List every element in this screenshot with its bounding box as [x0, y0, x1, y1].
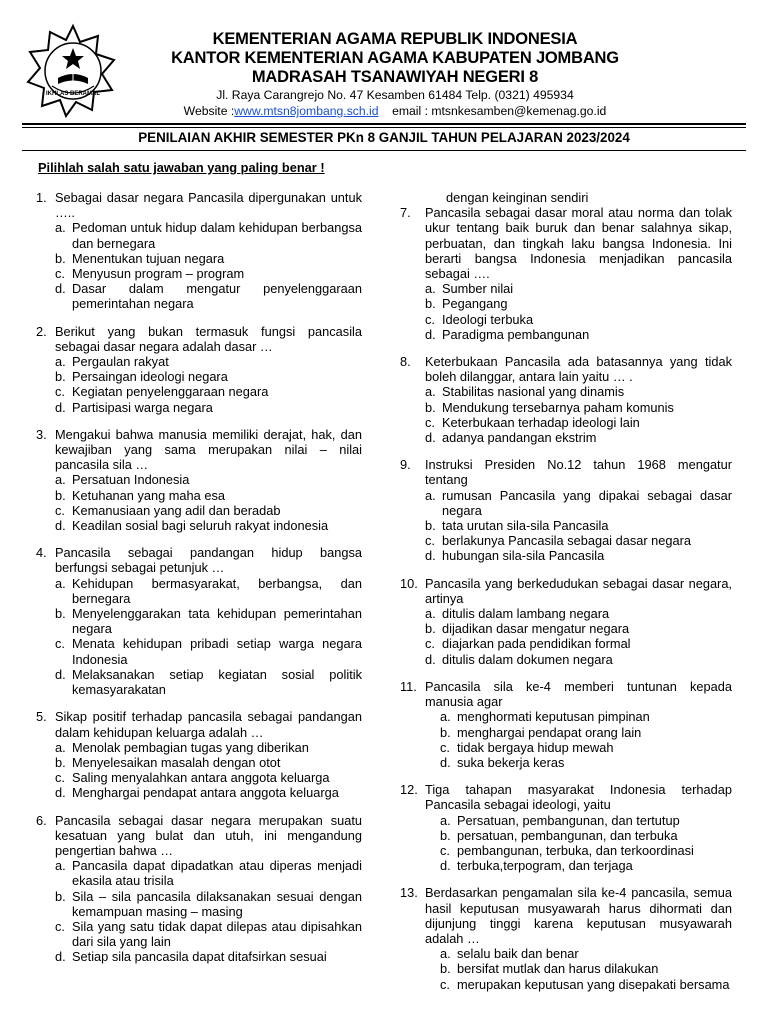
answer-option [55, 369, 362, 384]
question-item [36, 545, 362, 697]
answer-option [55, 949, 362, 964]
question-number: 8. [400, 354, 411, 370]
answer-option [425, 652, 732, 667]
answer-option [55, 220, 362, 250]
answer-option [425, 415, 732, 430]
answer-option [55, 636, 362, 666]
option-letter: b. [425, 621, 436, 637]
option-text: Setiap sila pancasila dapat ditafsirkan sesuai [72, 949, 327, 965]
question-text: Mengakui bahwa manusia memiliki derajat, hak, dan kewajiban yang sama merupakan nilai – nilai pancasila sila … [55, 426, 362, 473]
option-text: Kemanusiaan yang adil dan beradab [72, 502, 281, 518]
question-stem [36, 324, 362, 354]
question-number: 5. [36, 709, 47, 725]
option-letter: b. [440, 724, 451, 740]
question-stem [400, 885, 732, 946]
option-text: Keadilan sosial bagi seluruh rakyat indonesia [72, 518, 329, 534]
option-letter: a. [55, 739, 66, 755]
option-letter: d. [425, 326, 436, 342]
option-text: Menolak pembagian tugas yang diberikan [72, 739, 309, 755]
option-text: Ketuhanan yang maha esa [72, 487, 225, 503]
question-text: Tiga tahapan masyarakat Indonesia terhadap Pancasila sebagai ideologi, yaitu [425, 782, 732, 813]
question-item [36, 813, 362, 965]
option-text: Pancasila dapat dipadatkan atau diperas menjadi ekasila atau trisila [72, 858, 362, 889]
question-number: 9. [400, 457, 411, 473]
answer-option [55, 472, 362, 487]
answer-option [425, 430, 732, 445]
question-text: Pancasila sebagai pandangan hidup bangsa berfungsi sebagai petunjuk … [55, 545, 362, 576]
question-number: 3. [36, 426, 47, 442]
school-address: Jl. Raya Carangrejo No. 47 Kesamben 61484 Telp. (0321) 495934 [216, 88, 574, 102]
option-text: Menentukan tujuan negara [72, 250, 225, 266]
option-letter: a. [425, 281, 436, 297]
answer-option [440, 755, 732, 770]
answer-option [425, 488, 732, 518]
option-letter: d. [55, 399, 66, 415]
option-text: tidak bergaya hidup mewah [457, 739, 614, 755]
title-rule [22, 150, 746, 151]
option-letter: c. [55, 636, 65, 652]
question-stem [36, 427, 362, 473]
answer-option [55, 281, 362, 311]
question-stem [400, 679, 732, 709]
question-item [36, 190, 362, 312]
answer-option [425, 518, 732, 533]
option-letter: b. [55, 250, 66, 266]
option-text: ditulis dalam dokumen negara [442, 651, 613, 667]
header-rule-thin [22, 127, 746, 128]
answer-option [440, 961, 732, 976]
answer-option [55, 251, 362, 266]
question-item [400, 885, 732, 991]
answer-option [55, 606, 362, 636]
option-letter: c. [55, 918, 65, 934]
answer-option [55, 266, 362, 281]
option-letter: c. [55, 770, 65, 786]
option-letter: c. [425, 636, 435, 652]
question-item [400, 782, 732, 873]
answer-option [425, 533, 732, 548]
answer-option [440, 725, 732, 740]
option-text: Sila – sila pancasila dilaksanakan sesuai dengan kemampuan masing – masing [72, 888, 362, 919]
answer-option [425, 606, 732, 621]
question-text: Instruksi Presiden No.12 tahun 1968 mengatur tentang [425, 457, 732, 488]
option-letter: b. [425, 399, 436, 415]
option-letter: d. [425, 430, 436, 446]
answer-option [55, 518, 362, 533]
question-item [400, 576, 732, 667]
option-letter: a. [425, 384, 436, 400]
option-letter: a. [55, 575, 66, 591]
option-text: persatuan, pembangunan, dan terbuka [457, 827, 678, 843]
answer-option [55, 488, 362, 503]
option-letter: c. [425, 533, 435, 549]
exam-title: PENILAIAN AKHIR SEMESTER PKn 8 GANJIL TAHUN PELAJARAN 2023/2024 [138, 130, 630, 145]
question-number: 2. [36, 323, 47, 339]
option-letter: c. [55, 266, 65, 282]
answer-option [440, 946, 732, 961]
right-column [400, 190, 732, 1004]
option-letter: b. [55, 888, 66, 904]
answer-option [55, 889, 362, 919]
question-text: Sikap positif terhadap pancasila sebagai pandangan dalam kehidupan keluarga adalah … [55, 709, 362, 740]
question-stem [36, 190, 362, 220]
option-letter: b. [55, 369, 66, 385]
question-stem [400, 205, 732, 281]
option-text: Melaksanakan setiap kegiatan sosial politik kemasyarakatan [72, 666, 362, 698]
option-letter: a. [55, 220, 66, 236]
school-name: MADRASAH TSANAWIYAH NEGERI 8 [251, 68, 539, 86]
option-letter: c. [440, 842, 450, 858]
option-letter: b. [425, 518, 436, 534]
answer-option [425, 327, 732, 342]
answer-option [440, 977, 732, 992]
option-letter: b. [440, 961, 451, 977]
option-letter: b. [55, 487, 66, 503]
question-number: 10. [400, 575, 418, 591]
answer-option [425, 548, 732, 563]
option-letter: a. [55, 472, 66, 488]
office-name: KANTOR KEMENTERIAN AGAMA KABUPATEN JOMBANG [171, 49, 619, 67]
option-text: Partisipasi warga negara [72, 399, 213, 415]
option-letter: b. [55, 754, 66, 770]
option-text: tata urutan sila-sila Pancasila [442, 518, 609, 534]
answer-option [440, 843, 732, 858]
question-number: 11. [400, 678, 417, 694]
option-text: rumusan Pancasila yang dipakai sebagai dasar negara [442, 487, 732, 518]
option-letter: a. [440, 709, 451, 725]
question-stem [36, 709, 362, 739]
answer-option [440, 813, 732, 828]
website-link[interactable]: www.mtsn8jombang.sch.id [234, 104, 379, 118]
option-text: Keterbukaan terhadap ideologi lain [442, 414, 640, 430]
answer-option [55, 740, 362, 755]
answer-option [440, 858, 732, 873]
answer-option [55, 770, 362, 785]
option-letter: a. [425, 606, 436, 622]
option-letter: a. [440, 812, 451, 828]
option-letter: b. [55, 606, 66, 622]
question-item [400, 205, 732, 342]
answer-option [425, 636, 732, 651]
option-letter: c. [55, 384, 65, 400]
option-text: ditulis dalam lambang negara [442, 606, 610, 622]
question-text: Pancasila sebagai dasar moral atau norma dan tolak ukur tentang baik buruk dan benar salahnya sikap, perbuatan, dan tingkah laku bangsa Indonesia. Ini berarti bangsa Indonesia menjadikan pancasila sebagai …. [425, 205, 732, 282]
option-letter: a. [55, 858, 66, 874]
option-text: Ideologi terbuka [442, 311, 534, 327]
option-text: Saling menyalahkan antara anggota keluarga [72, 770, 330, 786]
answer-option [425, 312, 732, 327]
ministry-name: KEMENTERIAN AGAMA REPUBLIK INDONESIA [212, 30, 578, 48]
answer-option [55, 919, 362, 949]
left-column [36, 190, 362, 977]
question-number: 13. [400, 885, 418, 901]
option-text: Menyusun program – program [72, 266, 245, 282]
option-text: Menyelesaikan masalah dengan otot [72, 754, 281, 770]
option-text: Persaingan ideologi negara [72, 369, 228, 385]
answer-option [425, 296, 732, 311]
option-letter: a. [425, 487, 436, 503]
answer-option [55, 354, 362, 369]
question-6-continuation: dengan keinginan sendiri [446, 190, 589, 205]
question-text: Berdasarkan pengamalan sila ke-4 pancasila, semua hasil keputusan musyawarah harus dihormati dan dijunjung tinggi karena keputusan musyawarah adalah … [425, 885, 732, 946]
kemenag-logo-icon [22, 20, 124, 122]
question-stem [36, 813, 362, 859]
letterhead [130, 30, 660, 119]
option-text: pembangunan, terbuka, dan terkoordinasi [457, 842, 694, 858]
option-text: menghargai pendapat orang lain [457, 724, 642, 740]
option-text: Mendukung tersebarnya paham komunis [442, 399, 674, 415]
answer-option [55, 400, 362, 415]
answer-option [425, 384, 732, 399]
question-text: Sebagai dasar negara Pancasila dipergunakan untuk ….. [55, 190, 362, 221]
answer-option [440, 828, 732, 843]
header-rule-thick [22, 123, 746, 125]
option-letter: b. [440, 827, 451, 843]
option-letter: d. [425, 548, 436, 564]
question-item [36, 324, 362, 415]
answer-option [55, 785, 362, 800]
answer-option [440, 709, 732, 724]
answer-option [55, 384, 362, 399]
option-text: Menyelenggarakan tata kehidupan pemerintahan negara [72, 606, 362, 637]
option-letter: a. [440, 946, 451, 962]
option-text: Dasar dalam mengatur penyelenggaraan pemerintahan negara [72, 281, 362, 312]
question-text: Pancasila sebagai dasar negara merupakan suatu kesatuan yang bulat dan utuh, ini mengandung pengertian bahwa … [55, 812, 362, 858]
answer-option [55, 755, 362, 770]
option-text: dijadikan dasar mengatur negara [442, 621, 630, 637]
option-text: diajarkan pada pendidikan formal [442, 636, 631, 652]
option-letter: c. [425, 414, 435, 430]
contact-line [130, 104, 660, 119]
logo-motto: IKHLAS BERAMAL [46, 91, 100, 97]
question-number: 4. [36, 545, 47, 561]
option-letter: d. [440, 754, 451, 770]
option-text: Paradigma pembangunan [442, 326, 590, 342]
answer-option [425, 400, 732, 415]
question-item [36, 709, 362, 800]
answer-option [425, 621, 732, 636]
question-number: 1. [36, 190, 47, 205]
email-text: email : mtsnkesamben@kemenag.go.id [392, 104, 607, 118]
answer-option [425, 281, 732, 296]
question-item [400, 354, 732, 445]
option-text: terbuka,terpogram, dan terjaga [457, 858, 633, 874]
option-text: selalu baik dan benar [457, 946, 579, 962]
question-number: 12. [400, 782, 418, 798]
option-text: adanya pandangan ekstrim [442, 430, 597, 446]
option-letter: c. [425, 311, 435, 327]
option-text: suka bekerja keras [457, 754, 565, 770]
question-text: Pancasila sila ke-4 memberi tuntunan kepada manusia agar [425, 678, 732, 710]
option-letter: d. [55, 785, 66, 801]
website-label: Website : [183, 104, 235, 118]
question-stem [400, 782, 732, 812]
answer-option [55, 858, 362, 888]
option-letter: d. [55, 666, 66, 682]
option-text: Sila yang satu tidak dapat dilepas atau dipisahkan dari sila yang lain [72, 918, 362, 950]
instruction: Pilihlah salah satu jawaban yang paling benar ! [38, 160, 325, 175]
answer-option [55, 503, 362, 518]
question-item [400, 679, 732, 770]
question-stem [400, 457, 732, 487]
question-number: 6. [36, 812, 47, 828]
option-text: Sumber nilai [442, 281, 514, 297]
option-text: Pergaulan rakyat [72, 354, 169, 370]
option-text: merupakan keputusan yang disepakati bersama [457, 976, 730, 992]
option-text: Kehidupan bermasyarakat, berbangsa, dan bernegara [72, 575, 362, 606]
option-text: hubungan sila-sila Pancasila [442, 548, 605, 564]
question-stem [36, 545, 362, 575]
option-text: bersifat mutlak dan harus dilakukan [457, 961, 659, 977]
answer-option [440, 740, 732, 755]
option-text: Persatuan, pembangunan, dan tertutup [457, 812, 680, 828]
answer-option [55, 576, 362, 606]
question-item [400, 457, 732, 563]
question-text: Keterbukaan Pancasila ada batasannya yang tidak boleh dilanggar, antara lain yaitu … . [425, 354, 732, 385]
question-text: Pancasila yang berkedudukan sebagai dasar negara, artinya [425, 575, 732, 606]
question-number: 7. [400, 205, 411, 221]
option-text: Kegiatan penyelenggaraan negara [72, 384, 269, 400]
question-stem [400, 354, 732, 384]
option-letter: d. [55, 949, 66, 965]
option-text: menghormati keputusan pimpinan [457, 709, 650, 725]
option-text: Menata kehidupan pribadi setiap warga negara Indonesia [72, 636, 362, 667]
option-text: Stabilitas nasional yang dinamis [442, 384, 625, 400]
question-item [36, 427, 362, 533]
option-letter: d. [55, 518, 66, 534]
option-text: Menghargai pendapat antara anggota keluarga [72, 785, 339, 801]
option-text: Persatuan Indonesia [72, 472, 190, 488]
option-letter: d. [425, 651, 436, 667]
question-stem [400, 576, 732, 606]
option-text: Pedoman untuk hidup dalam kehidupan berbangsa dan bernegara [72, 220, 362, 251]
option-letter: a. [55, 354, 66, 370]
option-letter: d. [55, 281, 66, 297]
option-text: Pegangang [442, 296, 508, 312]
option-letter: b. [425, 296, 436, 312]
option-letter: c. [55, 502, 65, 518]
answer-option [55, 667, 362, 697]
option-text: berlakunya Pancasila sebagai dasar negara [442, 533, 691, 549]
question-text: Berikut yang bukan termasuk fungsi pancasila sebagai dasar negara adalah dasar … [55, 323, 362, 354]
option-letter: c. [440, 976, 450, 992]
option-letter: d. [440, 858, 451, 874]
option-letter: c. [440, 739, 450, 755]
